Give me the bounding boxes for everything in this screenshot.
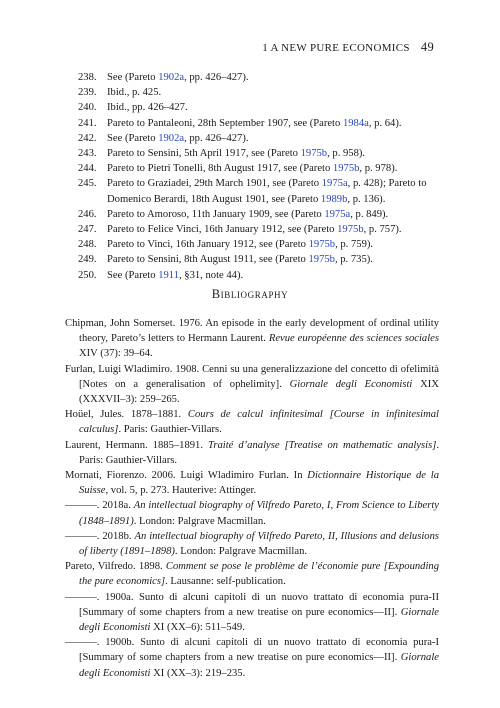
citation-link[interactable]: 1902a [158, 132, 185, 144]
endnote-text [107, 239, 373, 250]
text-run: , pp. 426–427). [184, 72, 249, 83]
text-run: , p. 136). [347, 193, 386, 205]
text-run: , p. 428); Pareto to Domenico Berardi, 18th August 1901, see (Pareto [107, 178, 427, 205]
text-run: Chipman, John Somerset. 1976. An episode in the early development of ordinal utility theory, Pareto’s letters to Hermann Laurent. [65, 318, 439, 345]
citation-link[interactable]: 1984a [342, 117, 369, 129]
bibliography-entry [65, 529, 439, 559]
text-run: Pareto to Vinci, 16th January 1912, see (Pareto [107, 239, 309, 251]
endnote-text [107, 178, 427, 204]
bibliography-entry [65, 407, 439, 437]
bibliography-entry [65, 362, 439, 408]
text-run: XIV (37): 39–64. [79, 348, 153, 360]
text-run: Ibid., p. 425. [107, 87, 162, 99]
endnote [78, 252, 440, 267]
citation-link[interactable]: 1975b [332, 163, 360, 175]
italic-title: Traité d’analyse [Treatise on mathematic analysis] [208, 439, 437, 451]
endnote-number: 243. [78, 148, 97, 160]
endnotes-list [78, 70, 440, 283]
endnote-text [107, 148, 365, 159]
text-run: , p. 759). [335, 239, 374, 251]
endnote-number: 247. [78, 224, 97, 236]
citation-link[interactable]: 1902a [158, 72, 185, 83]
text-run: . London: Palgrave Macmillan. [174, 546, 308, 558]
endnote-number: 246. [78, 208, 97, 220]
endnote-number: 242. [78, 132, 97, 144]
endnote-text [107, 87, 161, 98]
italic-title: Giornale degli Economisti [289, 378, 413, 390]
endnote-number: 248. [78, 239, 97, 251]
endnote-text [107, 254, 373, 265]
endnote [78, 176, 440, 206]
text-run: , p. 757). [363, 224, 402, 236]
text-run: . London: Palgrave Macmillan. [133, 515, 266, 527]
text-run: Furlan, Luigi Wladimiro. 1908. Cenni su una generalizzazione del concetto di ofelimità [Notes on a generalisation of ophelimity]. [65, 363, 439, 390]
bibliography-heading: Bibliography [211, 287, 289, 301]
citation-link[interactable]: 1975b [300, 148, 328, 160]
endnote-number: 249. [78, 254, 97, 266]
text-run: Pareto to Graziadei, 29th March 1901, see (Pareto [107, 178, 322, 190]
bibliography-entry [65, 316, 439, 362]
text-run: , p. 849). [350, 208, 389, 220]
text-run: Pareto to Sensini, 5th April 1917, see (Pareto [107, 148, 301, 160]
text-run: Pareto to Pietri Tonelli, 8th August 1917, see (Pareto [107, 163, 333, 175]
text-run: Ibid., pp. 426–427. [107, 102, 188, 114]
citation-link[interactable]: 1975b [337, 224, 364, 236]
endnote-number: 240. [78, 102, 97, 114]
endnote [78, 237, 440, 252]
citation-link[interactable]: 1975a [324, 208, 351, 220]
endnote-text [107, 224, 402, 235]
endnote [78, 207, 440, 222]
bibliography-entry [65, 498, 439, 528]
citation-link[interactable]: 1975b [308, 239, 336, 251]
endnote-text [107, 163, 397, 174]
italic-title: Giornale degli Economisti [79, 606, 439, 634]
endnote-number: 238. [78, 72, 97, 83]
bibliography-entry [65, 559, 439, 589]
text-run: Pareto, Vilfredo. 1898. [65, 561, 166, 573]
citation-link[interactable]: 1989b [320, 193, 348, 205]
italic-title: Dictionnaire Historique de la Suisse [79, 470, 439, 497]
text-run: ———. 2018a. [65, 500, 134, 512]
text-run: , pp. 426–427). [184, 132, 249, 144]
running-head [262, 40, 434, 55]
endnote-text [107, 72, 249, 83]
endnote [78, 146, 440, 161]
endnote [78, 70, 440, 85]
endnote-text [107, 118, 402, 129]
italic-title: Revue européenne des sciences sociales [268, 333, 439, 345]
endnote [78, 222, 440, 237]
text-run: Laurent, Hermann. 1885–1891. [65, 439, 209, 451]
text-run: . Paris: Gauthier-Villars. [118, 424, 222, 436]
bibliography-entry [65, 438, 439, 468]
italic-title: Cours de calcul infinitesimal [Course in infinitesimal calculus] [79, 409, 440, 436]
text-run: XIX (XXXVII–3): 259–265. [79, 378, 439, 406]
running-head-title: 1 A NEW PURE ECONOMICS [262, 42, 410, 54]
text-run: ———. 1900b. Sunto di alcuni capitoli di un nuovo trattato di economia pura-I [Summary of some chapters from a new treatise on pure economics—II]. [65, 637, 439, 664]
bibliography-entry [65, 468, 439, 498]
endnote-text [107, 102, 188, 113]
text-run: , p. 735). [334, 254, 373, 266]
text-run: , p. 64). [368, 117, 402, 129]
endnote-number: 244. [78, 163, 97, 175]
italic-title: Giornale degli Economisti [79, 652, 439, 679]
bibliography-entry [65, 590, 439, 636]
text-run: . Lausanne: self-publication. [165, 576, 286, 588]
page-number: 49 [420, 40, 434, 54]
text-run: ———. 2018b. [65, 530, 135, 542]
text-run: See (Pareto [107, 269, 159, 281]
bibliography-entry [65, 635, 439, 681]
text-run: , vol. 5, p. 273. Hauterive: Attinger. [105, 485, 257, 497]
endnote-text [107, 209, 388, 220]
text-run: , p. 978). [359, 163, 398, 175]
italic-title: Comment se pose le problème de l’économie pure [Expounding the pure economics] [79, 561, 440, 588]
endnote [78, 116, 440, 131]
text-run: Pareto to Amoroso, 11th January 1909, see (Pareto [107, 208, 325, 220]
endnote [78, 85, 440, 100]
italic-title: An intellectual biography of Vilfredo Pareto, I, From Science to Liberty (1848–1891) [79, 500, 439, 527]
text-run: XI (XX–3): 219–235. [150, 667, 246, 679]
text-run: Hoüel, Jules. 1878–1881. [65, 409, 188, 421]
endnote-number: 241. [78, 117, 97, 129]
endnote [78, 131, 440, 146]
bibliography-list [65, 316, 439, 681]
text-run: Pareto to Felice Vinci, 16th January 1912, see (Pareto [107, 224, 338, 236]
text-run: , p. 958). [327, 148, 366, 160]
citation-link[interactable]: 1975a [321, 178, 348, 190]
endnote [78, 100, 440, 115]
text-run: See (Pareto [107, 72, 159, 83]
citation-link[interactable]: 1975b [308, 254, 335, 266]
endnote [78, 268, 440, 283]
text-run: . Paris: Gauthier-Villars. [79, 439, 440, 466]
endnote-number: 245. [78, 178, 97, 190]
text-run: Pareto to Sensini, 8th August 1911, see (Pareto [107, 254, 309, 266]
endnote-text [107, 270, 243, 281]
text-run: , §31, note 44). [178, 269, 244, 281]
endnote-number: 239. [78, 87, 97, 99]
endnote-number: 250. [78, 269, 97, 281]
citation-link[interactable]: 1911 [158, 269, 179, 281]
text-run: ———. 1900a. Sunto di alcuni capitoli di un nuovo trattato di economia pura-II [Summary of some chapters from a new treatise on pure economics—II]. [65, 591, 439, 618]
endnote [78, 161, 440, 176]
text-run: Pareto to Pantaleoni, 28th September 1907, see (Pareto [107, 117, 343, 129]
text-run: XI (XX–6): 511–549. [150, 622, 245, 634]
italic-title: An intellectual biography of Vilfredo Pareto, II, Illusions and delusions of liberty (1891–1898) [79, 530, 439, 558]
text-run: See (Pareto [107, 132, 159, 144]
text-run: Mornati, Fiorenzo. 2006. Luigi Wladimiro Furlan. In [65, 470, 308, 482]
endnote-text [107, 133, 249, 144]
